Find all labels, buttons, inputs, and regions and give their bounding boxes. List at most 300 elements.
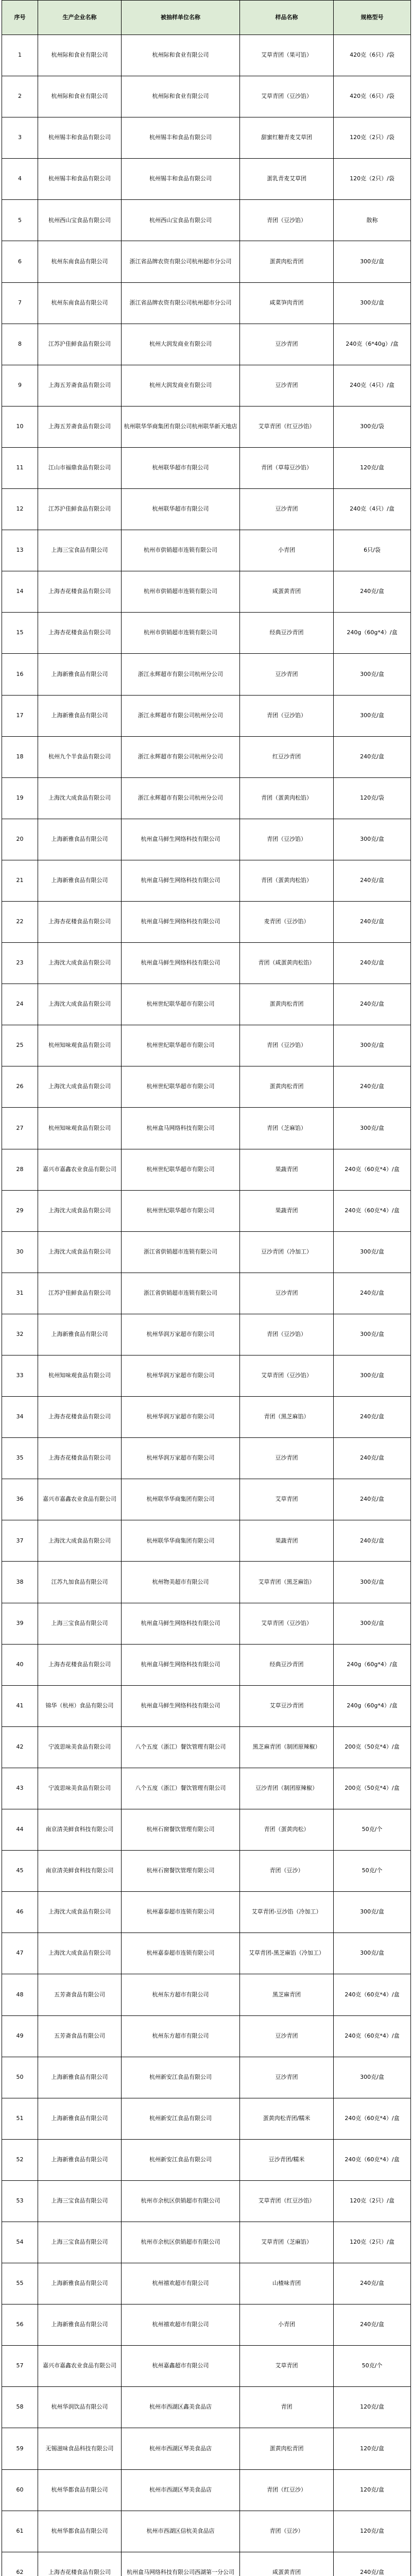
cell-sample-name: 艾草青团-豆沙馅（冷加工） xyxy=(240,1892,334,1933)
cell-producer: 无锡滋味食品科技有限公司 xyxy=(38,2428,122,2469)
cell-sampled-unit: 杭州际和食业有限公司 xyxy=(122,76,240,117)
cell-index: 7 xyxy=(2,282,38,324)
cell-sampled-unit: 杭州盒马鲜生网络科技有限公司 xyxy=(122,901,240,942)
cell-index: 47 xyxy=(2,1933,38,1974)
cell-sampled-unit: 杭州世纪联华超市有限公司 xyxy=(122,1025,240,1066)
cell-spec: 120克（2只）/盒 xyxy=(334,2222,411,2263)
cell-sampled-unit: 杭州盒马鲜生网络科技有限公司 xyxy=(122,860,240,901)
table-row xyxy=(2,2263,411,2304)
table-row xyxy=(2,2428,411,2469)
cell-spec: 120克/盒 xyxy=(334,447,411,488)
cell-sample-name: 艾草青团（豆沙馅） xyxy=(240,1355,334,1397)
cell-index: 4 xyxy=(2,159,38,200)
cell-index: 59 xyxy=(2,2428,38,2469)
cell-sample-name: 甜蜜红糖青麦艾草团 xyxy=(240,117,334,159)
cell-sampled-unit: 杭州大润发商业有限公司 xyxy=(122,365,240,406)
cell-sampled-unit: 杭州盒马鲜生网络科技有限公司 xyxy=(122,943,240,984)
table-row xyxy=(2,2511,411,2552)
cell-producer: 江苏九加食品有限公司 xyxy=(38,1562,122,1603)
table-row xyxy=(2,35,411,76)
table-row xyxy=(2,1685,411,1726)
cell-index: 55 xyxy=(2,2263,38,2304)
cell-sample-name: 艾草青团（果可馅） xyxy=(240,35,334,76)
cell-spec: 240g（60g*4）/盒 xyxy=(334,1644,411,1685)
cell-spec: 240克/盒 xyxy=(334,860,411,901)
table-row xyxy=(2,324,411,365)
cell-spec: 240克（60克*4）/盒 xyxy=(334,2015,411,2057)
cell-sampled-unit: 杭州新安江食品有限公司 xyxy=(122,2057,240,2098)
cell-sampled-unit: 杭州新安江食品有限公司 xyxy=(122,2139,240,2180)
cell-index: 49 xyxy=(2,2015,38,2057)
cell-producer: 上海新雅食品有限公司 xyxy=(38,2098,122,2139)
cell-producer: 杭州际和食业有限公司 xyxy=(38,76,122,117)
cell-sample-name: 青团（咸蛋黄肉松馅） xyxy=(240,943,334,984)
cell-sampled-unit: 杭州盒马鲜生网络科技有限公司 xyxy=(122,819,240,860)
header-sampled-unit: 被抽样单位名称 xyxy=(122,1,240,35)
cell-spec: 120克/盒 xyxy=(334,2469,411,2511)
cell-index: 26 xyxy=(2,1066,38,1108)
cell-producer: 上海沈大成食品有限公司 xyxy=(38,1520,122,1562)
cell-sampled-unit: 杭州锡丰和食品有限公司 xyxy=(122,159,240,200)
table-row xyxy=(2,1768,411,1809)
cell-producer: 南京清美鲜食科技有限公司 xyxy=(38,1851,122,1892)
cell-sampled-unit: 浙江永辉超市有限公司杭州分公司 xyxy=(122,654,240,695)
table-row xyxy=(2,1025,411,1066)
cell-sampled-unit: 浙江永辉超市有限公司杭州分公司 xyxy=(122,736,240,777)
cell-producer: 上海五芳斋食品有限公司 xyxy=(38,365,122,406)
cell-sampled-unit: 杭州际和食业有限公司 xyxy=(122,35,240,76)
cell-index: 35 xyxy=(2,1438,38,1479)
cell-index: 12 xyxy=(2,489,38,530)
cell-index: 5 xyxy=(2,200,38,241)
cell-producer: 五芳斋食品有限公司 xyxy=(38,2015,122,2057)
cell-sampled-unit: 杭州石窗餐饮管理有限公司 xyxy=(122,1851,240,1892)
cell-spec: 240克（60克*4）/盒 xyxy=(334,2098,411,2139)
table-row xyxy=(2,1066,411,1108)
cell-index: 46 xyxy=(2,1892,38,1933)
cell-spec: 240g（60g*4）/盒 xyxy=(334,613,411,654)
table-body xyxy=(2,35,411,2576)
cell-sampled-unit: 杭州联华超市有限公司 xyxy=(122,489,240,530)
cell-sampled-unit: 杭州西山宝食品有限公司 xyxy=(122,200,240,241)
cell-sampled-unit: 杭州禧欢超市有限公司 xyxy=(122,2263,240,2304)
cell-spec: 120克/袋 xyxy=(334,777,411,819)
cell-producer: 宁波思味美食品有限公司 xyxy=(38,1768,122,1809)
cell-sample-name: 黑芝麻青团（制团原辣椒） xyxy=(240,1726,334,1768)
sampling-table xyxy=(2,0,411,2576)
cell-spec: 420克（6只）/袋 xyxy=(334,76,411,117)
cell-sample-name: 豆沙青团/糯米 xyxy=(240,2139,334,2180)
cell-index: 50 xyxy=(2,2057,38,2098)
cell-sample-name: 艾草青团 xyxy=(240,1479,334,1520)
table-row xyxy=(2,2180,411,2222)
cell-spec: 120克/盒 xyxy=(334,2387,411,2428)
table-row xyxy=(2,860,411,901)
cell-index: 3 xyxy=(2,117,38,159)
cell-sample-name: 艾草青团（豆沙馅） xyxy=(240,76,334,117)
cell-producer: 上海杏花楼食品有限公司 xyxy=(38,613,122,654)
cell-producer: 上海沈大成食品有限公司 xyxy=(38,1066,122,1108)
cell-producer: 上海沈大成食品有限公司 xyxy=(38,1892,122,1933)
cell-spec: 120克（2只）/袋 xyxy=(334,159,411,200)
cell-spec: 240克（60克*4）/盒 xyxy=(334,2139,411,2180)
cell-spec: 50克/个 xyxy=(334,1809,411,1851)
cell-sample-name: 蛋黄肉松青团 xyxy=(240,241,334,282)
cell-index: 8 xyxy=(2,324,38,365)
table-row xyxy=(2,117,411,159)
cell-spec: 240克/盒 xyxy=(334,984,411,1025)
table-row xyxy=(2,943,411,984)
cell-sampled-unit: 杭州世纪联华超市有限公司 xyxy=(122,1066,240,1108)
cell-spec: 240克/盒 xyxy=(334,1520,411,1562)
table-row xyxy=(2,819,411,860)
table-row xyxy=(2,1933,411,1974)
cell-index: 44 xyxy=(2,1809,38,1851)
cell-producer: 杭州知味观食品有限公司 xyxy=(38,1355,122,1397)
cell-sampled-unit: 杭州嘉泰超市连锁有限公司 xyxy=(122,1892,240,1933)
cell-producer: 上海沈大成食品有限公司 xyxy=(38,1190,122,1231)
cell-index: 37 xyxy=(2,1520,38,1562)
cell-index: 9 xyxy=(2,365,38,406)
cell-sampled-unit: 杭州嘉鑫超市有限公司 xyxy=(122,2346,240,2387)
cell-sample-name: 豆沙青团（冷加工） xyxy=(240,1231,334,1273)
cell-index: 57 xyxy=(2,2346,38,2387)
cell-producer: 上海新雅食品有限公司 xyxy=(38,695,122,736)
header-sample-name: 样品名称 xyxy=(240,1,334,35)
table-row xyxy=(2,1231,411,1273)
cell-spec: 240克/盒 xyxy=(334,736,411,777)
cell-index: 60 xyxy=(2,2469,38,2511)
cell-sample-name: 青团（黑芝麻馅） xyxy=(240,1397,334,1438)
cell-producer: 嘉兴市嘉鑫农业食品有限公司 xyxy=(38,2346,122,2387)
cell-producer: 五芳斋食品有限公司 xyxy=(38,1974,122,2015)
cell-spec: 120克（2只）/盒 xyxy=(334,2180,411,2222)
cell-sample-name: 果蔬青团 xyxy=(240,1520,334,1562)
cell-index: 14 xyxy=(2,571,38,613)
cell-sample-name: 蛋黄肉松青团 xyxy=(240,984,334,1025)
cell-spec: 300克/盒 xyxy=(334,819,411,860)
cell-index: 27 xyxy=(2,1108,38,1149)
cell-index: 41 xyxy=(2,1685,38,1726)
cell-index: 17 xyxy=(2,695,38,736)
cell-sample-name: 青团（蛋黄肉松） xyxy=(240,1809,334,1851)
table-row xyxy=(2,159,411,200)
cell-index: 10 xyxy=(2,406,38,447)
cell-spec: 240克/盒 xyxy=(334,2304,411,2346)
cell-sample-name: 红豆沙青团 xyxy=(240,736,334,777)
cell-index: 53 xyxy=(2,2180,38,2222)
cell-producer: 上海三宝食品有限公司 xyxy=(38,2222,122,2263)
cell-spec: 240克/盒 xyxy=(334,901,411,942)
cell-index: 43 xyxy=(2,1768,38,1809)
cell-spec: 240克（4只）/盒 xyxy=(334,489,411,530)
cell-sampled-unit: 杭州盒马鲜生网络科技有限公司 xyxy=(122,1603,240,1644)
cell-sampled-unit: 杭州市供销超市连锁有限公司 xyxy=(122,571,240,613)
cell-producer: 杭州华都食品有限公司 xyxy=(38,2469,122,2511)
cell-index: 16 xyxy=(2,654,38,695)
cell-spec: 240克/盒 xyxy=(334,1397,411,1438)
cell-sampled-unit: 浙江省品牌农资有限公司杭州超市分公司 xyxy=(122,241,240,282)
table-row xyxy=(2,365,411,406)
table-row xyxy=(2,1892,411,1933)
cell-sample-name: 豆沙青团 xyxy=(240,365,334,406)
cell-sampled-unit: 杭州市余杭区供销超市有限公司 xyxy=(122,2180,240,2222)
table-row xyxy=(2,613,411,654)
cell-producer: 江苏沪佳鲜食品有限公司 xyxy=(38,489,122,530)
cell-spec: 300克/盒 xyxy=(334,1933,411,1974)
cell-producer: 上海三宝食品有限公司 xyxy=(38,1603,122,1644)
cell-spec: 300克/盒 xyxy=(334,1108,411,1149)
table-row xyxy=(2,736,411,777)
cell-sample-name: 青团（红豆沙） xyxy=(240,2469,334,2511)
table-row xyxy=(2,1726,411,1768)
cell-spec: 散称 xyxy=(334,200,411,241)
cell-sample-name: 经典豆沙青团 xyxy=(240,1644,334,1685)
cell-index: 24 xyxy=(2,984,38,1025)
cell-sampled-unit: 杭州盒马鲜生网络科技有限公司 xyxy=(122,1685,240,1726)
cell-spec: 300克/盒 xyxy=(334,1231,411,1273)
cell-sample-name: 豆沙青团 xyxy=(240,1273,334,1314)
cell-sample-name: 艾草青团-黑芝麻馅（冷加工） xyxy=(240,1933,334,1974)
table-row xyxy=(2,1149,411,1190)
cell-spec: 240克（60克*4）/盒 xyxy=(334,1974,411,2015)
cell-producer: 上海杏花楼食品有限公司 xyxy=(38,2552,122,2576)
cell-sample-name: 青团（豆沙馅） xyxy=(240,1314,334,1355)
cell-sampled-unit: 杭州东方超市有限公司 xyxy=(122,1974,240,2015)
cell-sample-name: 蛋黄肉松青团 xyxy=(240,1066,334,1108)
cell-sample-name: 艾草豆沙青团 xyxy=(240,1685,334,1726)
cell-sampled-unit: 八个五度（浙江）餐饮管理有限公司 xyxy=(122,1768,240,1809)
cell-sampled-unit: 杭州市西湖区鑫美食品店 xyxy=(122,2387,240,2428)
cell-index: 42 xyxy=(2,1726,38,1768)
cell-sampled-unit: 杭州联华华商集团有限公司 xyxy=(122,1520,240,1562)
cell-producer: 上海沈大成食品有限公司 xyxy=(38,777,122,819)
cell-sampled-unit: 杭州联华华商集团有限公司杭州联华新天地店 xyxy=(122,406,240,447)
cell-index: 58 xyxy=(2,2387,38,2428)
cell-producer: 上海新雅食品有限公司 xyxy=(38,819,122,860)
cell-producer: 上海杏花楼食品有限公司 xyxy=(38,1397,122,1438)
cell-index: 28 xyxy=(2,1149,38,1190)
table-row xyxy=(2,1851,411,1892)
cell-sample-name: 蛋黄肉松青团/糯米 xyxy=(240,2098,334,2139)
table-row xyxy=(2,1809,411,1851)
cell-sampled-unit: 杭州大润发商业有限公司 xyxy=(122,324,240,365)
header-producer: 生产企业名称 xyxy=(38,1,122,35)
table-row xyxy=(2,2346,411,2387)
cell-sample-name: 蛋乳青麦艾草团 xyxy=(240,159,334,200)
cell-sampled-unit: 浙江永辉超市有限公司杭州分公司 xyxy=(122,695,240,736)
cell-spec: 240克（6*40g）/盒 xyxy=(334,324,411,365)
cell-producer: 上海新雅食品有限公司 xyxy=(38,2304,122,2346)
cell-index: 56 xyxy=(2,2304,38,2346)
cell-sample-name: 山楂味青团 xyxy=(240,2263,334,2304)
cell-sampled-unit: 杭州市西湖区琴美食品店 xyxy=(122,2428,240,2469)
cell-sampled-unit: 杭州盒马鲜生网络科技有限公司 xyxy=(122,1644,240,1685)
header-row xyxy=(2,1,411,35)
cell-producer: 杭州东南食品有限公司 xyxy=(38,282,122,324)
cell-spec: 6只/袋 xyxy=(334,530,411,571)
cell-sample-name: 咸蛋黄青团 xyxy=(240,571,334,613)
table-row xyxy=(2,282,411,324)
cell-index: 45 xyxy=(2,1851,38,1892)
cell-sample-name: 豆沙青团 xyxy=(240,654,334,695)
cell-producer: 江山市福鼎食品有限公司 xyxy=(38,447,122,488)
cell-sampled-unit: 杭州市供销超市连锁有限公司 xyxy=(122,530,240,571)
cell-sample-name: 艾草青团（豆沙馅） xyxy=(240,1603,334,1644)
table-row xyxy=(2,1520,411,1562)
cell-index: 30 xyxy=(2,1231,38,1273)
cell-sample-name: 青团（芝麻馅） xyxy=(240,1108,334,1149)
cell-spec: 240g（60g*4）/盒 xyxy=(334,1685,411,1726)
cell-producer: 杭州华都食品有限公司 xyxy=(38,2511,122,2552)
cell-producer: 上海沈大成食品有限公司 xyxy=(38,1231,122,1273)
cell-index: 31 xyxy=(2,1273,38,1314)
table-row xyxy=(2,489,411,530)
cell-index: 34 xyxy=(2,1397,38,1438)
cell-spec: 200克（50克*4）/盒 xyxy=(334,1726,411,1768)
cell-sample-name: 青团（豆沙馅） xyxy=(240,1025,334,1066)
cell-index: 11 xyxy=(2,447,38,488)
cell-producer: 上海新雅食品有限公司 xyxy=(38,860,122,901)
cell-index: 52 xyxy=(2,2139,38,2180)
table-row xyxy=(2,1603,411,1644)
cell-index: 32 xyxy=(2,1314,38,1355)
cell-sampled-unit: 杭州禧欢超市有限公司 xyxy=(122,2304,240,2346)
table-row xyxy=(2,1974,411,2015)
cell-index: 19 xyxy=(2,777,38,819)
cell-sample-name: 小青团 xyxy=(240,530,334,571)
table-row xyxy=(2,1438,411,1479)
cell-sample-name: 青团（蛋黄肉松馅） xyxy=(240,777,334,819)
cell-sampled-unit: 浙江永辉超市有限公司杭州分公司 xyxy=(122,777,240,819)
cell-producer: 上海沈大成食品有限公司 xyxy=(38,984,122,1025)
table-row xyxy=(2,654,411,695)
cell-sampled-unit: 杭州盒马网络科技有限公司西湖第一分公司 xyxy=(122,2552,240,2576)
cell-producer: 上海沈大成食品有限公司 xyxy=(38,943,122,984)
cell-index: 1 xyxy=(2,35,38,76)
cell-index: 29 xyxy=(2,1190,38,1231)
cell-spec: 120克/盒 xyxy=(334,2511,411,2552)
table-row xyxy=(2,1108,411,1149)
cell-spec: 300克/盒 xyxy=(334,1025,411,1066)
cell-sampled-unit: 杭州华润万家超市有限公司 xyxy=(122,1314,240,1355)
cell-producer: 上海新雅食品有限公司 xyxy=(38,1314,122,1355)
cell-sample-name: 青团（蛋黄肉松馅） xyxy=(240,860,334,901)
cell-sample-name: 豆沙青团 xyxy=(240,2015,334,2057)
table-row xyxy=(2,2387,411,2428)
table-row xyxy=(2,2304,411,2346)
cell-sampled-unit: 杭州市西湖区信杭美食品店 xyxy=(122,2511,240,2552)
cell-sampled-unit: 杭州世纪联华超市有限公司 xyxy=(122,1190,240,1231)
cell-index: 25 xyxy=(2,1025,38,1066)
table-row xyxy=(2,2139,411,2180)
cell-spec: 240克（4只）/盒 xyxy=(334,365,411,406)
cell-producer: 嘉兴市嘉鑫农业食品有限公司 xyxy=(38,1149,122,1190)
cell-producer: 上海五芳斋食品有限公司 xyxy=(38,406,122,447)
cell-producer: 上海新雅食品有限公司 xyxy=(38,2057,122,2098)
table-row xyxy=(2,1479,411,1520)
cell-sample-name: 豆沙青团 xyxy=(240,2057,334,2098)
cell-spec: 300克/盒 xyxy=(334,654,411,695)
cell-sampled-unit: 杭州华润万家超市有限公司 xyxy=(122,1438,240,1479)
table-row xyxy=(2,406,411,447)
cell-sampled-unit: 浙江省供销超市连锁有限公司 xyxy=(122,1231,240,1273)
cell-spec: 240克/盒 xyxy=(334,1479,411,1520)
cell-sample-name: 小青团 xyxy=(240,2304,334,2346)
cell-sample-name: 咸蛋黄青团 xyxy=(240,2552,334,2576)
cell-sampled-unit: 杭州嘉泰超市连锁有限公司 xyxy=(122,1933,240,1974)
cell-sample-name: 青团（豆沙馅） xyxy=(240,200,334,241)
cell-sampled-unit: 杭州联华华商集团有限公司 xyxy=(122,1479,240,1520)
cell-spec: 300克/盒 xyxy=(334,1892,411,1933)
cell-index: 22 xyxy=(2,901,38,942)
cell-producer: 江苏沪佳鲜食品有限公司 xyxy=(38,1273,122,1314)
table-row xyxy=(2,241,411,282)
table-row xyxy=(2,2015,411,2057)
cell-index: 40 xyxy=(2,1644,38,1685)
table-row xyxy=(2,695,411,736)
cell-sampled-unit: 杭州石窗餐饮管理有限公司 xyxy=(122,1809,240,1851)
cell-spec: 300克/盒 xyxy=(334,241,411,282)
cell-producer: 上海杏花楼食品有限公司 xyxy=(38,901,122,942)
cell-spec: 50克/个 xyxy=(334,1851,411,1892)
cell-sample-name: 艾草青团（黑芝麻馅） xyxy=(240,1562,334,1603)
table-row xyxy=(2,901,411,942)
cell-spec: 300克/盒 xyxy=(334,1603,411,1644)
table-row xyxy=(2,530,411,571)
table-row xyxy=(2,76,411,117)
cell-producer: 杭州九个半食品有限公司 xyxy=(38,736,122,777)
cell-spec: 120克/盒 xyxy=(334,2428,411,2469)
cell-spec: 300克/盒 xyxy=(334,1562,411,1603)
cell-sample-name: 经典豆沙青团 xyxy=(240,613,334,654)
cell-sample-name: 麦青团（豆沙馅） xyxy=(240,901,334,942)
cell-spec: 50克/个 xyxy=(334,2346,411,2387)
cell-index: 21 xyxy=(2,860,38,901)
cell-sample-name: 艾草青团（红豆沙馅） xyxy=(240,406,334,447)
cell-sampled-unit: 杭州市西湖区琴美食品店 xyxy=(122,2469,240,2511)
table-row xyxy=(2,1355,411,1397)
cell-producer: 杭州知味观食品有限公司 xyxy=(38,1108,122,1149)
cell-sample-name: 青团（豆沙馅） xyxy=(240,819,334,860)
cell-index: 13 xyxy=(2,530,38,571)
cell-index: 15 xyxy=(2,613,38,654)
cell-sample-name: 艾草青团（红豆沙馅） xyxy=(240,2180,334,2222)
cell-sample-name: 黑芝麻青团 xyxy=(240,1974,334,2015)
cell-sample-name: 豆沙青团（制团原辣椒） xyxy=(240,1768,334,1809)
cell-sampled-unit: 杭州盒马网络科技有限公司 xyxy=(122,1108,240,1149)
cell-index: 23 xyxy=(2,943,38,984)
table-row xyxy=(2,984,411,1025)
cell-spec: 300克/盒 xyxy=(334,1355,411,1397)
cell-producer: 上海杏花楼食品有限公司 xyxy=(38,571,122,613)
cell-spec: 300克/盒 xyxy=(334,282,411,324)
cell-sample-name: 豆沙青团 xyxy=(240,1438,334,1479)
cell-producer: 上海杏花楼食品有限公司 xyxy=(38,1644,122,1685)
table-row xyxy=(2,2057,411,2098)
cell-producer: 杭州华润饮品有限公司 xyxy=(38,2387,122,2428)
cell-sampled-unit: 八个五度（浙江）餐饮管理有限公司 xyxy=(122,1726,240,1768)
cell-sample-name: 青团（草莓豆沙馅） xyxy=(240,447,334,488)
cell-producer: 杭州知味观食品有限公司 xyxy=(38,1025,122,1066)
cell-index: 39 xyxy=(2,1603,38,1644)
cell-spec: 240克/盒 xyxy=(334,1438,411,1479)
cell-producer: 上海三宝食品有限公司 xyxy=(38,530,122,571)
cell-index: 61 xyxy=(2,2511,38,2552)
table-row xyxy=(2,2469,411,2511)
header-spec: 规格型号 xyxy=(334,1,411,35)
cell-sampled-unit: 杭州华润万家超市有限公司 xyxy=(122,1397,240,1438)
